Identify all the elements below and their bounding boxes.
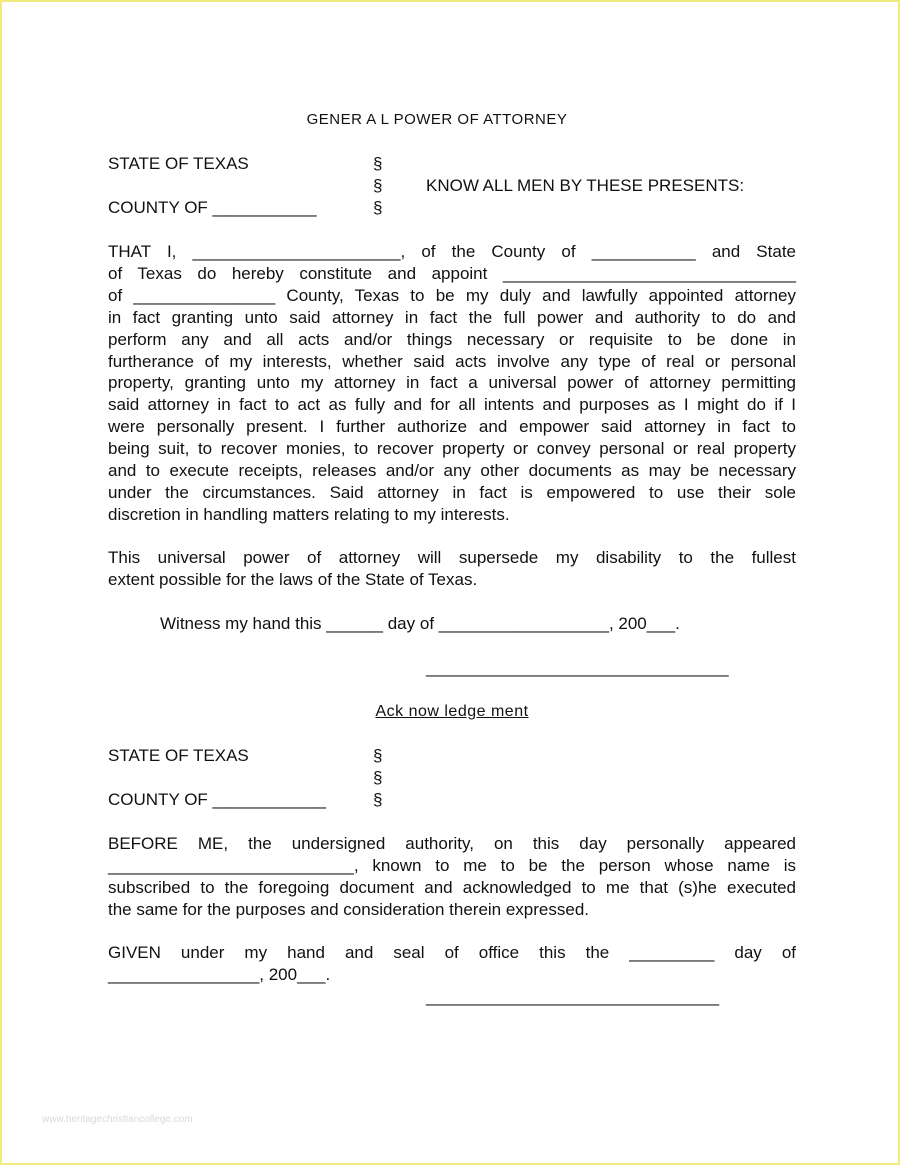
paragraph-line: the same for the purposes and consideration therein expressed. bbox=[108, 899, 590, 919]
county-label: COUNTY OF ____________ bbox=[108, 790, 326, 809]
paragraph-line: discretion in handling matters relating to my interests. bbox=[108, 504, 510, 524]
paragraph-line: THAT I, ______________________, of the County of ___________ and State bbox=[108, 242, 796, 261]
know-all-men-heading: KNOW ALL MEN BY THESE PRESENTS: bbox=[426, 176, 745, 195]
paragraph-line: being suit, to recover monies, to recover property or convey personal or real property bbox=[108, 439, 796, 459]
section-mark: § bbox=[373, 198, 383, 217]
paragraph-line: were personally present. I further authorize and empower said attorney in fact to bbox=[108, 417, 796, 437]
section-mark: § bbox=[373, 790, 383, 809]
paragraph-line: __________________________, known to me to be the person whose name is bbox=[108, 855, 796, 875]
section-mark: § bbox=[373, 176, 383, 195]
paragraph-before-me bbox=[108, 833, 796, 921]
witness-line: Witness my hand this ______ day of __________________, 200___. bbox=[160, 614, 680, 633]
paragraph-line: perform any and all acts and/or things necessary or requisite to be done in bbox=[108, 329, 796, 349]
acknowledgement-heading: Ack now ledge ment bbox=[375, 703, 529, 720]
watermark: www.heritagechristiancollege.com bbox=[42, 1114, 193, 1125]
paragraph-line: of _______________ County, Texas to be my duly and lawfully appointed attorney bbox=[108, 285, 796, 305]
document-title: GENER A L POWER OF ATTORNEY bbox=[306, 111, 568, 128]
paragraph-line: in fact granting unto said attorney in fact the full power and authority to do and bbox=[108, 307, 796, 327]
paragraph-line: said attorney in fact to act as fully and for all intents and purposes as I might do if I bbox=[108, 395, 796, 415]
paragraph-line: and to execute receipts, releases and/or any other documents as may be necessary bbox=[108, 461, 796, 481]
paragraph-appointment bbox=[108, 241, 796, 526]
paragraph-line: furtherance of my interests, whether said acts involve any type of real or personal bbox=[108, 351, 796, 371]
state-label: STATE OF TEXAS bbox=[108, 154, 249, 173]
signature-line: _______________________________ bbox=[426, 987, 720, 1006]
signature-line: ________________________________ bbox=[426, 658, 729, 677]
paragraph-line: property, granting unto my attorney in fact a universal power of attorney permitting bbox=[108, 373, 796, 393]
paragraph-disability bbox=[108, 547, 796, 591]
county-label: COUNTY OF ___________ bbox=[108, 198, 317, 217]
paragraph-line: extent possible for the laws of the State of Texas. bbox=[108, 569, 478, 589]
section-mark: § bbox=[373, 768, 383, 787]
paragraph-line: BEFORE ME, the undersigned authority, on this day personally appeared bbox=[108, 834, 796, 853]
paragraph-given bbox=[108, 942, 796, 986]
paragraph-line: GIVEN under my hand and seal of office this the _________ day of bbox=[108, 943, 796, 962]
paragraph-line: This universal power of attorney will supersede my disability to the fullest bbox=[108, 548, 796, 567]
paragraph-line: under the circumstances. Said attorney in fact is empowered to use their sole bbox=[108, 482, 796, 502]
paragraph-line: of Texas do hereby constitute and appoint _______________________________ bbox=[108, 263, 796, 283]
paragraph-line: subscribed to the foregoing document and acknowledged to me that (s)he executed bbox=[108, 877, 796, 897]
section-mark: § bbox=[373, 154, 383, 173]
section-mark: § bbox=[373, 746, 383, 765]
state-label: STATE OF TEXAS bbox=[108, 746, 249, 765]
paragraph-line: ________________, 200___. bbox=[108, 964, 331, 984]
